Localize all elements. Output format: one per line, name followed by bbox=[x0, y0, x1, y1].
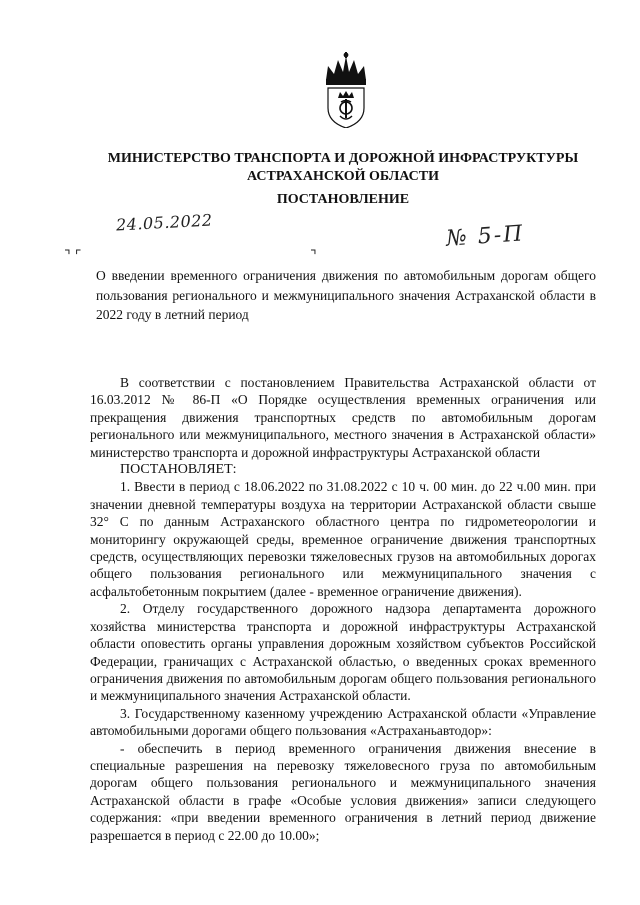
item-3-subitem: - обеспечить в период временного ограничения движения внесение в специальные разрешения на перевозку тяжеловесного груза по автомобильным дорогам общего пользования регионального и межмуниципального значения Астраханской области в графе «Особые условия движения» записи следующего содержания: «при введении временного ограничения в летний период движение разрешается в период с 22.00 до 10.00»; bbox=[90, 740, 596, 843]
handwritten-date: 24.05.2022 bbox=[115, 210, 214, 235]
item-2-paragraph: 2. Отделу государственного дорожного надзора департамента дорожного хозяйства министерства транспорта и дорожной инфраструктуры Астраханской области оповестить органы управления дорожным хозяйством субъектов Российской Федерации, граничащих с Астраханской областью, о введенных сроках временного ограничения движения по автомобильным дорогам общего пользования регионального и межмуниципального значения Астраханской области. bbox=[90, 601, 596, 704]
document-subject: О введении временного ограничения движения по автомобильным дорогам общего пользования регионального и межмуниципального значения Астраханской области в 2022 году в летний период bbox=[96, 268, 596, 322]
document-body bbox=[90, 374, 596, 844]
preamble-paragraph: В соответствии с постановлением Правительства Астраханской области от 16.03.2012 № 86-П «О Порядке осуществления временных ограничения или прекращения движения транспортных средств по автомобильным дорогам регионального или межмуниципального, местного значения в Астраханской области» министерство транспорта и дорожной инфраструктуры Астраханской области bbox=[90, 375, 596, 460]
decree-heading: ПОСТАНОВЛЯЕТ: bbox=[120, 462, 237, 478]
ministry-line-2: АСТРАХАНСКОЙ ОБЛАСТИ bbox=[246, 169, 439, 184]
corner-mark-right: ⌝ bbox=[310, 248, 317, 264]
handwritten-number: № 5-П bbox=[445, 221, 526, 252]
item-3-paragraph: 3. Государственному казенному учреждению Астраханской области «Управление автомобильными дорогами общего пользования «Астраханьавтодор»: bbox=[90, 705, 596, 739]
ministry-name bbox=[90, 150, 596, 186]
ministry-line-1: МИНИСТЕРСТВО ТРАНСПОРТА И ДОРОЖНОЙ ИНФРАСТРУКТУРЫ bbox=[107, 151, 579, 166]
coat-of-arms-icon bbox=[318, 52, 374, 128]
item-1-paragraph: 1. Ввести в период с 18.06.2022 по 31.08.2022 с 10 ч. 00 мин. до 22 ч.00 мин. при значении дневной температуры воздуха на территории Астраханской области свыше 32° С по данным Астраханского областного центра по гидрометеорологии и мониторингу окружающей среды, временное ограничение движения транспортных средств, осуществляющих перевозки тяжеловесных грузов на автомобильных дорогах общего пользования регионального или межмуниципального значения с асфальтобетонным покрытием (далее - временное ограничение движения). bbox=[90, 479, 596, 599]
document-type: ПОСТАНОВЛЕНИЕ bbox=[276, 192, 410, 207]
corner-mark-left: ⌝ ⌜ bbox=[64, 248, 82, 264]
